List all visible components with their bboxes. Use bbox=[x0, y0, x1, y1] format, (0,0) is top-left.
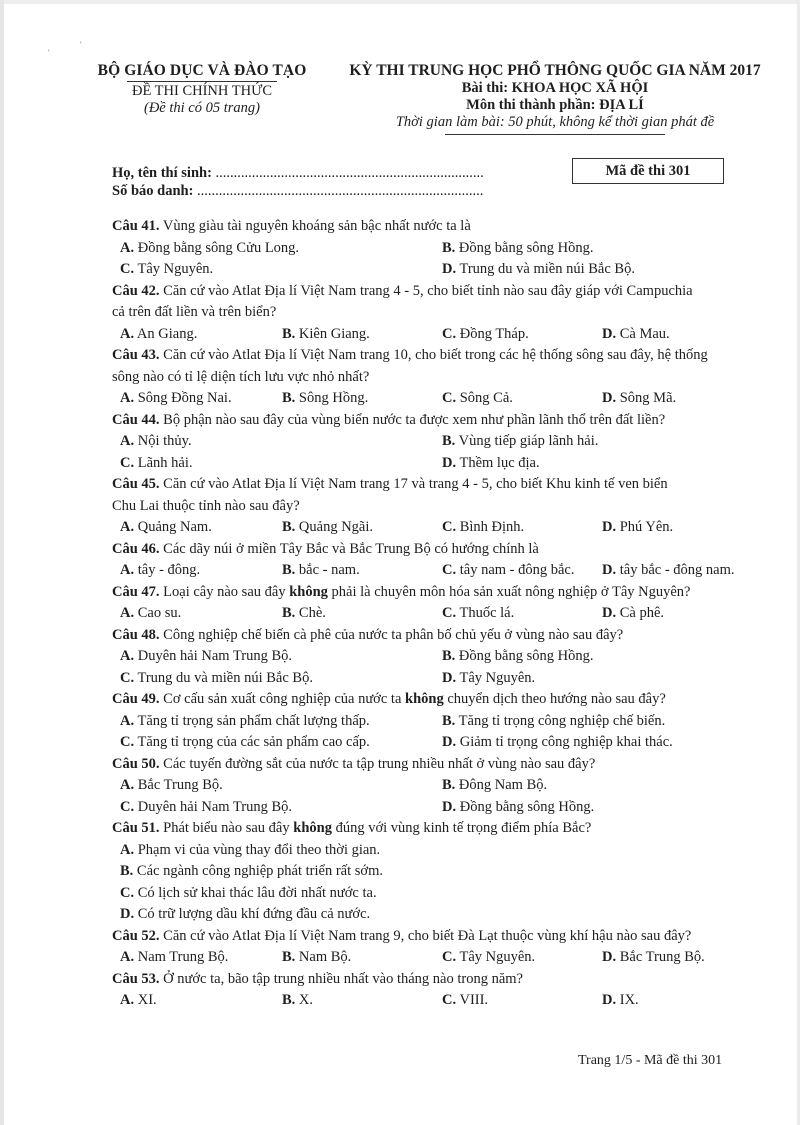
answer-option-b[interactable] bbox=[282, 324, 370, 346]
option-text: Chè. bbox=[295, 605, 326, 621]
question-number: Câu 53. bbox=[112, 970, 160, 987]
question-number: Câu 41. bbox=[112, 218, 160, 234]
options-row bbox=[112, 947, 762, 969]
question-stem-text: sông nào có tỉ lệ diện tích lưu vực nhỏ nhất? bbox=[112, 368, 370, 385]
option-letter: C. bbox=[442, 992, 457, 1008]
option-letter: C. bbox=[120, 734, 135, 750]
question-stem-line bbox=[112, 926, 762, 948]
question-stem-line bbox=[112, 539, 762, 561]
answer-option-b[interactable] bbox=[442, 711, 665, 733]
question-number: Câu 42. bbox=[112, 282, 160, 299]
option-letter: B. bbox=[282, 992, 296, 1008]
question-stem-line bbox=[112, 216, 762, 238]
answer-option-b[interactable] bbox=[120, 861, 383, 883]
answer-option-a[interactable] bbox=[120, 517, 212, 539]
option-text: bắc - nam. bbox=[295, 562, 360, 578]
option-letter: B. bbox=[282, 949, 296, 965]
option-text: Sông Hồng. bbox=[295, 390, 369, 406]
option-letter: B. bbox=[282, 519, 296, 535]
options-row bbox=[112, 388, 762, 410]
header-underline bbox=[445, 134, 665, 135]
options-row bbox=[112, 646, 762, 668]
answer-option-b[interactable] bbox=[442, 775, 547, 797]
options-row bbox=[112, 883, 762, 905]
question-number: Câu 51. bbox=[112, 820, 160, 836]
answer-option-c[interactable] bbox=[120, 797, 292, 819]
option-letter: D. bbox=[442, 798, 457, 815]
option-text: Quảng Nam. bbox=[134, 519, 212, 535]
option-letter: C. bbox=[442, 390, 457, 406]
options-row bbox=[112, 990, 762, 1012]
candidate-id-row bbox=[112, 182, 484, 200]
option-letter: A. bbox=[120, 562, 135, 578]
question-stem-text: Phát biểu nào sau đây bbox=[159, 820, 294, 836]
answer-option-a[interactable] bbox=[120, 603, 181, 625]
question-stem-line bbox=[112, 496, 762, 518]
option-letter: A. bbox=[120, 605, 135, 621]
answer-option-a[interactable] bbox=[120, 646, 292, 668]
question bbox=[112, 926, 762, 969]
ministry-name: BỘ GIÁO DỤC VÀ ĐÀO TẠO bbox=[97, 62, 307, 79]
question-stem-line bbox=[112, 367, 762, 389]
option-text: Tăng tỉ trọng của các sản phẩm cao cấp. bbox=[134, 734, 370, 750]
answer-option-c[interactable] bbox=[120, 732, 370, 754]
options-row bbox=[112, 711, 762, 733]
question-stem-text: Bộ phận nào sau đây của vùng biển nước ta được xem như phần lãnh thổ trên đất liền? bbox=[159, 411, 666, 428]
scan-edge-top bbox=[0, 0, 800, 4]
question-stem-text: chuyển dịch theo hướng nào sau đây? bbox=[443, 691, 666, 707]
page-footer: Trang 1/5 - Mã đề thi 301 bbox=[578, 1053, 723, 1068]
option-text: tây nam - đông bắc. bbox=[456, 562, 575, 578]
question bbox=[112, 410, 762, 475]
question bbox=[112, 818, 762, 926]
option-text: Đồng bằng sông Hồng. bbox=[455, 648, 594, 664]
answer-option-c[interactable] bbox=[442, 388, 513, 410]
option-text: Sông Đồng Nai. bbox=[134, 390, 232, 406]
answer-option-c[interactable] bbox=[442, 517, 524, 539]
option-letter: A. bbox=[120, 325, 135, 342]
exam-subject: Bài thi: KHOA HỌC XÃ HỘI bbox=[461, 80, 649, 96]
candidate-name-row bbox=[112, 164, 484, 182]
question-stem-line bbox=[112, 474, 762, 496]
option-letter: B. bbox=[442, 712, 456, 729]
option-letter: B. bbox=[442, 239, 456, 256]
answer-option-c[interactable] bbox=[120, 453, 193, 475]
options-row bbox=[112, 797, 762, 819]
question-stem-line bbox=[112, 818, 762, 840]
option-letter: C. bbox=[442, 605, 457, 621]
option-letter: D. bbox=[602, 992, 617, 1008]
option-text: Sông Cả. bbox=[456, 390, 513, 406]
scan-speck: ' bbox=[48, 48, 50, 58]
option-text: Nam Trung Bộ. bbox=[134, 949, 229, 965]
option-letter: C. bbox=[442, 519, 457, 535]
question-stem-line bbox=[112, 969, 762, 991]
answer-option-d[interactable] bbox=[602, 517, 673, 539]
scan-speck: ' bbox=[80, 40, 82, 50]
question bbox=[112, 539, 762, 582]
option-text: Cà phê. bbox=[616, 605, 665, 621]
option-text: Giảm tỉ trọng công nghiệp khai thác. bbox=[456, 734, 673, 750]
question bbox=[112, 281, 762, 346]
option-letter: B. bbox=[282, 325, 296, 342]
option-text: Thuốc lá. bbox=[456, 605, 515, 621]
question-stem-line bbox=[112, 345, 762, 367]
answer-option-b[interactable] bbox=[282, 947, 351, 969]
option-letter: C. bbox=[120, 798, 135, 815]
answer-option-d[interactable] bbox=[120, 904, 370, 926]
candidate-name-field[interactable]: .......................................................................... bbox=[211, 165, 484, 181]
answer-option-a[interactable] bbox=[120, 711, 370, 733]
option-letter: A. bbox=[120, 777, 135, 793]
answer-option-c[interactable] bbox=[442, 324, 529, 346]
option-text: X. bbox=[295, 992, 314, 1008]
question-number: Câu 49. bbox=[112, 691, 160, 707]
answer-option-b[interactable] bbox=[282, 560, 360, 582]
answer-option-d[interactable] bbox=[602, 990, 639, 1012]
option-letter: C. bbox=[120, 261, 135, 277]
options-row bbox=[112, 668, 762, 690]
option-letter: D. bbox=[602, 519, 617, 535]
option-text: Phạm vi của vùng thay đổi theo thời gian. bbox=[134, 841, 381, 858]
option-letter: A. bbox=[120, 992, 135, 1008]
question bbox=[112, 689, 762, 754]
option-letter: D. bbox=[442, 734, 457, 750]
option-text: Kiên Giang. bbox=[295, 325, 370, 342]
answer-option-d[interactable] bbox=[442, 668, 535, 690]
answer-option-c[interactable] bbox=[120, 668, 313, 690]
answer-option-c[interactable] bbox=[442, 947, 535, 969]
option-letter: A. bbox=[120, 390, 135, 406]
answer-option-b[interactable] bbox=[282, 517, 373, 539]
option-text: Tăng tỉ trọng sản phẩm chất lượng thấp. bbox=[134, 712, 370, 729]
option-text: Sông Mã. bbox=[616, 390, 677, 406]
answer-option-b[interactable] bbox=[442, 646, 593, 668]
question-stem-text: đúng với vùng kinh tế trọng điểm phía Bắc? bbox=[331, 820, 592, 836]
question-stem-text: Các tuyến đường sắt của nước ta tập trung nhiều nhất ở vùng nào sau đây? bbox=[159, 755, 596, 772]
option-text: An Giang. bbox=[134, 325, 198, 342]
option-text: Duyên hải Nam Trung Bộ. bbox=[134, 648, 293, 664]
options-row bbox=[112, 431, 762, 453]
answer-option-d[interactable] bbox=[442, 259, 635, 281]
answer-option-b[interactable] bbox=[282, 990, 313, 1012]
option-letter: D. bbox=[602, 562, 617, 578]
question-stem-line bbox=[112, 754, 762, 776]
answer-option-d[interactable] bbox=[602, 388, 676, 410]
option-text: tây - đông. bbox=[134, 562, 201, 578]
header-right bbox=[345, 62, 765, 135]
option-text: Vùng tiếp giáp lãnh hải. bbox=[455, 433, 599, 449]
answer-option-b[interactable] bbox=[442, 238, 593, 260]
question bbox=[112, 474, 762, 539]
option-letter: D. bbox=[442, 669, 457, 686]
scan-edge-left bbox=[0, 0, 4, 1125]
option-letter: A. bbox=[120, 841, 135, 858]
answer-option-c[interactable] bbox=[442, 560, 575, 582]
options-row bbox=[112, 732, 762, 754]
question-stem-text: phải là chuyên môn hóa sản xuất nông nghiệp ở Tây Nguyên? bbox=[327, 583, 691, 600]
question-stem-line bbox=[112, 689, 762, 711]
option-text: Đồng bằng sông Cửu Long. bbox=[134, 239, 300, 256]
question-stem-text: cả trên đất liền và trên biển? bbox=[112, 304, 277, 320]
question-list bbox=[112, 216, 762, 1012]
answer-option-a[interactable] bbox=[120, 324, 197, 346]
option-letter: A. bbox=[120, 519, 135, 535]
option-text: Quảng Ngãi. bbox=[295, 519, 374, 535]
answer-option-a[interactable] bbox=[120, 238, 299, 260]
option-text: Trung du và miền núi Bắc Bộ. bbox=[456, 261, 635, 277]
option-text: Lãnh hải. bbox=[134, 454, 193, 471]
question-number: Câu 50. bbox=[112, 755, 160, 772]
question-stem-text: Loại cây nào sau đây bbox=[159, 583, 290, 600]
candidate-id-field[interactable]: ............................................................................... bbox=[193, 183, 484, 199]
exam-code-box: Mã đề thi 301 bbox=[572, 158, 724, 184]
question-stem-text: Căn cứ vào Atlat Địa lí Việt Nam trang 9, cho biết Đà Lạt thuộc vùng khí hậu nào sau đây? bbox=[159, 927, 692, 944]
answer-option-c[interactable] bbox=[120, 883, 377, 905]
option-text: Duyên hải Nam Trung Bộ. bbox=[134, 798, 293, 815]
option-letter: B. bbox=[442, 777, 456, 793]
question-number: Câu 46. bbox=[112, 540, 160, 557]
question-stem-text: Các dãy núi ở miền Tây Bắc và Bắc Trung Bộ có hướng chính là bbox=[159, 540, 539, 557]
question-number: Câu 47. bbox=[112, 583, 160, 600]
options-row bbox=[112, 324, 762, 346]
answer-option-c[interactable] bbox=[442, 603, 514, 625]
option-letter: C. bbox=[442, 562, 457, 578]
answer-option-d[interactable] bbox=[602, 947, 705, 969]
official-exam-label: ĐỀ THI CHÍNH THỨC bbox=[131, 83, 272, 99]
option-text: VIII. bbox=[456, 992, 489, 1008]
page-count-note: (Đề thi có 05 trang) bbox=[144, 100, 260, 116]
option-letter: D. bbox=[442, 454, 457, 471]
option-letter: B. bbox=[120, 863, 134, 879]
question-stem-text: Ở nước ta, bão tập trung nhiều nhất vào tháng nào trong năm? bbox=[159, 970, 523, 987]
candidate-id-label: Số báo danh: bbox=[112, 183, 194, 199]
question-stem-text: Công nghiệp chế biến cà phê của nước ta phân bố chủ yếu ở vùng nào sau đây? bbox=[159, 626, 624, 643]
option-letter: A. bbox=[120, 433, 135, 449]
answer-option-b[interactable] bbox=[442, 431, 598, 453]
option-text: Bắc Trung Bộ. bbox=[134, 777, 223, 793]
answer-option-a[interactable] bbox=[120, 775, 223, 797]
answer-option-b[interactable] bbox=[282, 388, 368, 410]
question-stem-text: Chu Lai thuộc tỉnh nào sau đây? bbox=[112, 497, 300, 514]
option-text: IX. bbox=[616, 992, 639, 1008]
option-text: Bắc Trung Bộ. bbox=[616, 949, 705, 965]
answer-option-d[interactable] bbox=[442, 797, 594, 819]
option-text: Có lịch sử khai thác lâu đời nhất nước ta. bbox=[134, 884, 377, 901]
answer-option-b[interactable] bbox=[282, 603, 326, 625]
option-text: Tăng tỉ trọng công nghiệp chế biến. bbox=[455, 712, 666, 729]
option-letter: C. bbox=[120, 669, 135, 686]
question-stem-text: Cơ cấu sản xuất công nghiệp của nước ta bbox=[159, 691, 405, 707]
option-text: Tây Nguyên. bbox=[134, 261, 214, 277]
question-stem-text: Căn cứ vào Atlat Địa lí Việt Nam trang 4 - 5, cho biết tỉnh nào sau đây giáp với Campuchia bbox=[159, 282, 693, 299]
option-letter: D. bbox=[120, 906, 135, 922]
option-letter: B. bbox=[442, 433, 456, 449]
options-row bbox=[112, 840, 762, 862]
header-underline bbox=[127, 81, 277, 82]
question-number: Câu 43. bbox=[112, 347, 160, 363]
options-row bbox=[112, 259, 762, 281]
option-text: Các ngành công nghiệp phát triển rất sớm. bbox=[133, 863, 383, 879]
option-letter: C. bbox=[442, 325, 457, 342]
question-number: Câu 48. bbox=[112, 626, 160, 643]
exam-component: Môn thi thành phần: ĐỊA LÍ bbox=[466, 97, 644, 113]
option-text: Thềm lục địa. bbox=[456, 454, 540, 471]
option-letter: D. bbox=[602, 605, 617, 621]
option-letter: A. bbox=[120, 949, 135, 965]
option-text: Đông Nam Bộ. bbox=[455, 777, 548, 793]
question bbox=[112, 625, 762, 690]
answer-option-a[interactable] bbox=[120, 388, 232, 410]
header-left bbox=[82, 62, 322, 117]
option-text: XI. bbox=[134, 992, 157, 1008]
options-row bbox=[112, 517, 762, 539]
emphasis-not: không bbox=[293, 820, 332, 836]
emphasis-not: không bbox=[405, 691, 444, 707]
options-row bbox=[112, 603, 762, 625]
answer-option-a[interactable] bbox=[120, 431, 192, 453]
question-stem-text: Căn cứ vào Atlat Địa lí Việt Nam trang 10, cho biết trong các hệ thống sông sau đây, hệ thống bbox=[159, 347, 708, 363]
question bbox=[112, 754, 762, 819]
option-letter: B. bbox=[282, 390, 296, 406]
option-letter: D. bbox=[442, 261, 457, 277]
option-text: Phú Yên. bbox=[616, 519, 674, 535]
options-row bbox=[112, 453, 762, 475]
answer-option-d[interactable] bbox=[602, 560, 735, 582]
option-text: Đồng Tháp. bbox=[456, 325, 529, 342]
answer-option-d[interactable] bbox=[602, 324, 670, 346]
option-letter: D. bbox=[602, 390, 617, 406]
option-text: Tây Nguyên. bbox=[456, 949, 536, 965]
option-text: Có trữ lượng dầu khí đứng đầu cả nước. bbox=[134, 906, 371, 922]
answer-option-a[interactable] bbox=[120, 840, 380, 862]
option-text: Đồng bằng sông Hồng. bbox=[456, 798, 595, 815]
options-row bbox=[112, 238, 762, 260]
option-text: tây bắc - đông nam. bbox=[616, 562, 735, 578]
candidate-info bbox=[112, 164, 484, 200]
exam-time: Thời gian làm bài: 50 phút, không kể thời gian phát đề bbox=[395, 114, 715, 130]
question-stem-line bbox=[112, 582, 762, 604]
option-text: Trung du và miền núi Bắc Bộ. bbox=[134, 669, 313, 686]
options-row bbox=[112, 861, 762, 883]
answer-option-c[interactable] bbox=[442, 990, 488, 1012]
question-stem-text: Căn cứ vào Atlat Địa lí Việt Nam trang 17 và trang 4 - 5, cho biết Khu kinh tế ven biển bbox=[159, 476, 668, 492]
option-letter: C. bbox=[120, 454, 135, 471]
question bbox=[112, 582, 762, 625]
option-text: Nội thủy. bbox=[134, 433, 192, 449]
emphasis-not: không bbox=[289, 583, 328, 600]
option-text: Nam Bộ. bbox=[295, 949, 352, 965]
question-stem-line bbox=[112, 281, 762, 303]
option-text: Tây Nguyên. bbox=[456, 669, 536, 686]
options-row bbox=[112, 775, 762, 797]
answer-option-a[interactable] bbox=[120, 560, 200, 582]
question-stem-text: Vùng giàu tài nguyên khoáng sản bậc nhất nước ta là bbox=[159, 218, 471, 234]
option-letter: C. bbox=[120, 884, 135, 901]
option-letter: A. bbox=[120, 712, 135, 729]
option-letter: D. bbox=[602, 949, 617, 965]
option-text: Bình Định. bbox=[456, 519, 525, 535]
answer-option-c[interactable] bbox=[120, 259, 213, 281]
options-row bbox=[112, 560, 762, 582]
option-letter: D. bbox=[602, 325, 617, 342]
question-number: Câu 45. bbox=[112, 476, 160, 492]
answer-option-d[interactable] bbox=[602, 603, 664, 625]
option-letter: B. bbox=[282, 562, 296, 578]
answer-option-d[interactable] bbox=[442, 732, 673, 754]
question-number: Câu 44. bbox=[112, 411, 160, 428]
answer-option-d[interactable] bbox=[442, 453, 540, 475]
question-stem-line bbox=[112, 625, 762, 647]
question bbox=[112, 969, 762, 1012]
answer-option-a[interactable] bbox=[120, 990, 157, 1012]
options-row bbox=[112, 904, 762, 926]
option-text: Đồng bằng sông Hồng. bbox=[455, 239, 594, 256]
option-letter: C. bbox=[442, 949, 457, 965]
option-text: Cao su. bbox=[134, 605, 182, 621]
answer-option-a[interactable] bbox=[120, 947, 228, 969]
question-stem-line bbox=[112, 410, 762, 432]
option-letter: A. bbox=[120, 648, 135, 664]
question-stem-line bbox=[112, 302, 762, 324]
option-letter: B. bbox=[442, 648, 456, 664]
question-number: Câu 52. bbox=[112, 927, 160, 944]
question bbox=[112, 345, 762, 410]
option-letter: A. bbox=[120, 239, 135, 256]
option-text: Cà Mau. bbox=[616, 325, 670, 342]
candidate-name-label: Họ, tên thí sinh: bbox=[112, 165, 212, 181]
option-letter: B. bbox=[282, 605, 296, 621]
question bbox=[112, 216, 762, 281]
exam-title: KỲ THI TRUNG HỌC PHỔ THÔNG QUỐC GIA NĂM 2017 bbox=[349, 62, 761, 79]
